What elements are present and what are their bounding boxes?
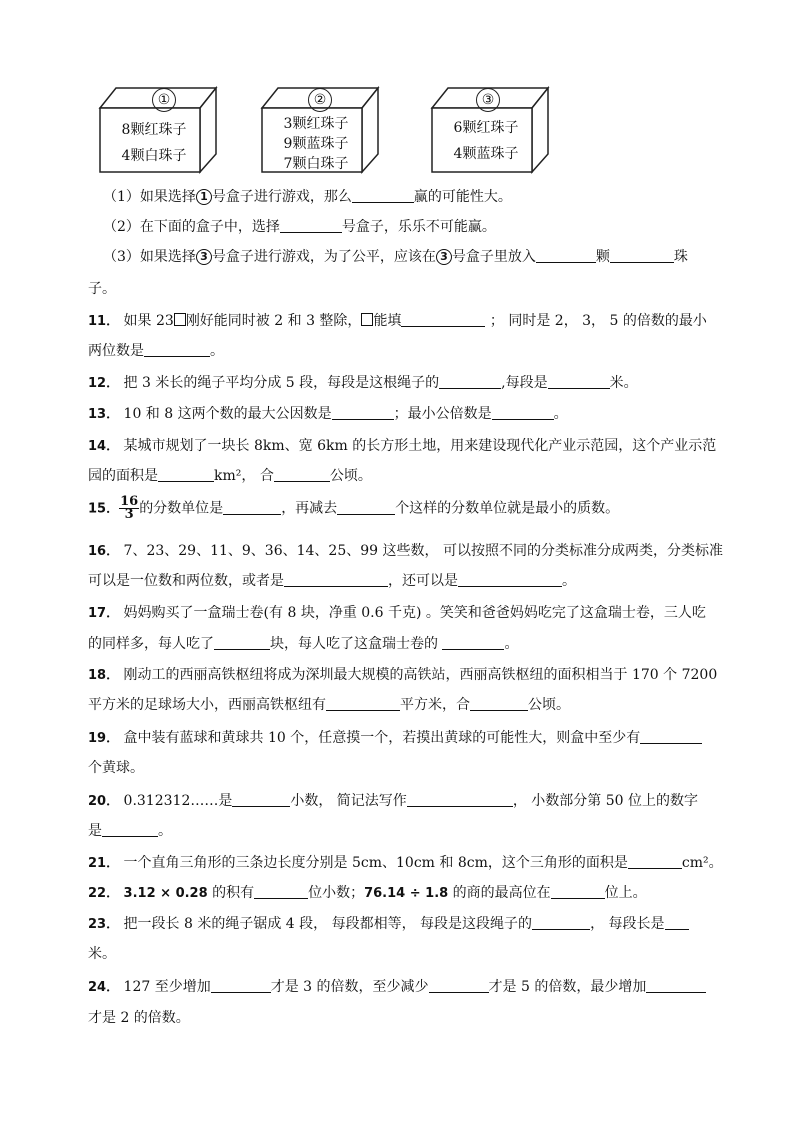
question-16: [88, 540, 723, 563]
text-segment: 小数， 简记法写作: [290, 793, 407, 809]
question-20: [88, 790, 698, 813]
answer-blank[interactable]: [158, 467, 214, 482]
question-22: [88, 882, 647, 905]
question-14-cont: [88, 465, 372, 487]
box-3-line-1: 6颗红珠子: [453, 120, 519, 136]
answer-blank[interactable]: [548, 374, 610, 389]
answer-blank[interactable]: [646, 978, 706, 993]
box-placeholder: [174, 313, 186, 326]
text-segment: （3）如果选择: [103, 249, 196, 265]
box-3-line-2: 4颗蓝珠子: [453, 146, 519, 162]
answer-blank[interactable]: [274, 467, 330, 482]
text-segment: 的同样多，每人吃了: [88, 636, 214, 652]
text-segment: 。: [210, 343, 224, 359]
answer-blank[interactable]: [254, 884, 308, 899]
text-segment: 11．: [88, 314, 120, 329]
text-segment: 3.12 × 0.28: [123, 886, 208, 901]
question-16-cont: [88, 570, 576, 592]
answer-blank[interactable]: [470, 696, 528, 711]
answer-blank[interactable]: [640, 729, 702, 744]
text-segment: 米。: [609, 375, 638, 391]
fraction-16-3: [119, 496, 139, 521]
answer-blank[interactable]: [628, 854, 682, 869]
question-19: [88, 727, 702, 750]
text-segment: 某城市规划了一块长 8km、宽 6km 的长方形土地，用来建设现代化产业示范园，这个产业示范: [123, 438, 717, 454]
text-segment: 颗: [595, 249, 610, 265]
box-2-line-1: 3颗红珠子: [283, 116, 349, 132]
q10-part-3-cont: [88, 278, 116, 300]
bead-boxes-figure: [96, 84, 566, 176]
answer-blank[interactable]: [223, 500, 281, 515]
text-segment: 子。: [88, 281, 116, 297]
answer-blank[interactable]: [280, 218, 342, 233]
text-segment: 平方米的足球场大小，西丽高铁枢纽有: [88, 697, 326, 713]
question-17: [88, 602, 706, 625]
text-segment: 17．: [88, 606, 120, 621]
answer-blank[interactable]: [439, 374, 501, 389]
box-1: [96, 84, 220, 174]
answer-blank[interactable]: [536, 248, 596, 263]
text-segment: ； 同时是 2， 3， 5 的倍数的最小: [489, 313, 707, 329]
question-12: [88, 372, 638, 395]
box-1-line-2: 4颗白珠子: [121, 148, 187, 164]
text-segment: 位上。: [604, 885, 647, 901]
question-21: [88, 852, 723, 875]
text-segment: 园的面积是: [88, 468, 158, 484]
question-11: [88, 310, 707, 333]
answer-blank[interactable]: [337, 500, 395, 515]
text-segment: 公顷。: [528, 697, 570, 713]
text-segment: 7、23、29、11、9、36、14、25、99 这些数， 可以按照不同的分类标准分成两类，分类标准: [123, 543, 723, 559]
answer-blank[interactable]: [284, 572, 388, 587]
text-segment: 19．: [88, 731, 120, 746]
text-segment: 的积有: [207, 885, 255, 901]
text-segment: 12．: [88, 376, 120, 391]
answer-blank[interactable]: [407, 792, 513, 807]
text-segment: 才是 3 的倍数，至少减少: [270, 979, 429, 995]
box-2-line-3: 7颗白珠子: [283, 156, 349, 172]
question-19-cont: [88, 757, 144, 779]
text-segment: 24．: [88, 980, 120, 995]
question-13: [88, 403, 568, 426]
text-segment: 一个直角三角形的三条边长度分别是 5cm、10cm 和 8cm，这个三角形的面积是: [123, 855, 628, 871]
box-number-1: ①: [152, 88, 176, 112]
question-15: [88, 496, 619, 521]
answer-blank[interactable]: [211, 978, 271, 993]
answer-blank[interactable]: [232, 792, 290, 807]
question-20-cont: [88, 820, 172, 842]
answer-blank[interactable]: [458, 572, 562, 587]
text-segment: 22．: [88, 886, 120, 901]
text-segment: （1）如果选择: [103, 189, 196, 205]
question-14: [88, 435, 716, 458]
answer-blank[interactable]: [610, 248, 674, 263]
text-segment: 两位数是: [88, 343, 144, 359]
text-segment: 可以是一位数和两位数，或者是: [88, 573, 284, 589]
box-placeholder: [361, 313, 373, 326]
text-segment: 米。: [88, 946, 116, 962]
text-segment: ， 每段长是: [590, 916, 665, 932]
text-segment: 18．: [88, 668, 120, 683]
text-segment: 号盒子进行游戏，为了公平，应该在: [211, 249, 436, 265]
text-segment: 位小数；: [308, 885, 365, 901]
text-segment: 20．: [88, 794, 120, 809]
text-segment: 。: [553, 406, 568, 422]
text-segment: 能填: [373, 313, 402, 329]
text-segment: km²， 合: [214, 468, 274, 484]
text-segment: 。: [562, 573, 576, 589]
text-segment: 16: [120, 494, 139, 509]
text-segment: 3: [124, 507, 134, 522]
text-segment: cm²。: [681, 855, 723, 871]
text-segment: 。: [504, 636, 519, 652]
text-segment: ， 小数部分第 50 位上的数字: [512, 793, 698, 809]
answer-blank[interactable]: [492, 405, 554, 420]
text-segment: 是: [88, 823, 102, 839]
text-segment: ，还可以是: [388, 573, 458, 589]
text-segment: 15．: [88, 501, 120, 517]
text-segment: 10 和 8 这两个数的最大公因数是: [123, 406, 332, 422]
text-segment: 妈妈购买了一盒瑞士卷(有 8 块，净重 0.6 千克) 。笑笑和爸爸妈妈吃完了这盒瑞士卷，三人吃: [123, 605, 706, 621]
text-segment: 76.14 ÷ 1.8: [364, 886, 449, 901]
box-2-line-2: 9颗蓝珠子: [283, 136, 349, 152]
circled-number: 1: [196, 189, 212, 205]
answer-blank[interactable]: [665, 915, 689, 930]
box-number-3: ③: [476, 88, 500, 112]
text-segment: 平方米，合: [400, 697, 470, 713]
text-segment: 珠: [673, 249, 688, 265]
question-24-cont: [88, 1007, 190, 1029]
box-number-2: ②: [308, 88, 332, 112]
text-segment: 号盒子，乐乐不可能赢。: [341, 219, 496, 235]
text-segment: ；最小公倍数是: [393, 406, 492, 422]
text-segment: 公顷。: [329, 468, 372, 484]
question-23-cont: [88, 943, 116, 965]
text-segment: 号盒子进行游戏，那么: [211, 189, 352, 205]
box-3: [428, 84, 552, 174]
text-segment: 的商的最高位在: [448, 885, 551, 901]
answer-blank[interactable]: [532, 915, 590, 930]
text-segment: 。: [158, 823, 172, 839]
text-segment: 13．: [88, 407, 120, 422]
answer-blank[interactable]: [144, 342, 210, 357]
answer-blank[interactable]: [551, 884, 605, 899]
text-segment: 刚动工的西丽高铁枢纽将成为深圳最大规模的高铁站，西丽高铁枢纽的面积相当于 170 个 7200: [123, 667, 718, 683]
answer-blank[interactable]: [214, 635, 270, 650]
text-segment: 把一段长 8 米的绳子锯成 4 段， 每段都相等， 每段是这段绳子的: [123, 916, 533, 932]
text-segment: 把 3 米长的绳子平均分成 5 段，每段是这根绳子的: [123, 375, 440, 391]
text-segment: 16．: [88, 544, 120, 559]
answer-blank[interactable]: [429, 978, 489, 993]
circled-number: 3: [196, 249, 212, 265]
answer-blank[interactable]: [332, 405, 394, 420]
text-segment: （2）在下面的盒子中，选择: [103, 219, 280, 235]
text-segment: 刚好能同时被 2 和 3 整除，: [185, 313, 362, 329]
text-segment: 赢的可能性大。: [413, 189, 512, 205]
text-segment: 21．: [88, 856, 120, 871]
answer-blank[interactable]: [352, 188, 414, 203]
text-segment: ,每段是: [501, 375, 548, 391]
q10-part-3: [103, 246, 688, 268]
text-segment: 号盒子里放入: [451, 249, 536, 265]
circled-number: 3: [436, 249, 452, 265]
text-segment: 如果 23: [123, 313, 174, 329]
text-segment: 个这样的分数单位就是最小的质数。: [395, 500, 620, 517]
text-segment: 14．: [88, 439, 120, 454]
answer-blank[interactable]: [442, 635, 504, 650]
answer-blank[interactable]: [326, 696, 400, 711]
text-segment: ，再减去: [281, 500, 338, 517]
text-segment: 才是 2 的倍数。: [88, 1010, 190, 1026]
text-segment: 盒中装有蓝球和黄球共 10 个，任意摸一个，若摸出黄球的可能性大，则盒中至少有: [123, 730, 641, 746]
text-segment: 0.312312……是: [123, 793, 233, 809]
question-18-cont: [88, 694, 570, 716]
text-segment: 才是 5 的倍数，最少增加: [488, 979, 647, 995]
q10-part-2: [103, 216, 496, 238]
text-segment: 的分数单位是: [139, 500, 224, 517]
q10-part-1: [103, 186, 512, 208]
text-segment: 127 至少增加: [123, 979, 211, 995]
box-1-line-1: 8颗红珠子: [121, 122, 187, 138]
text-segment: 个黄球。: [88, 760, 144, 776]
question-24: [88, 976, 706, 999]
answer-blank[interactable]: [401, 312, 485, 327]
text-segment: 块，每人吃了这盒瑞士卷的: [270, 636, 438, 652]
box-2: [258, 84, 382, 174]
question-18: [88, 664, 717, 687]
question-17-cont: [88, 633, 518, 655]
answer-blank[interactable]: [102, 822, 158, 837]
question-11-cont: [88, 340, 224, 362]
question-23: [88, 913, 689, 936]
text-segment: 23．: [88, 917, 120, 932]
